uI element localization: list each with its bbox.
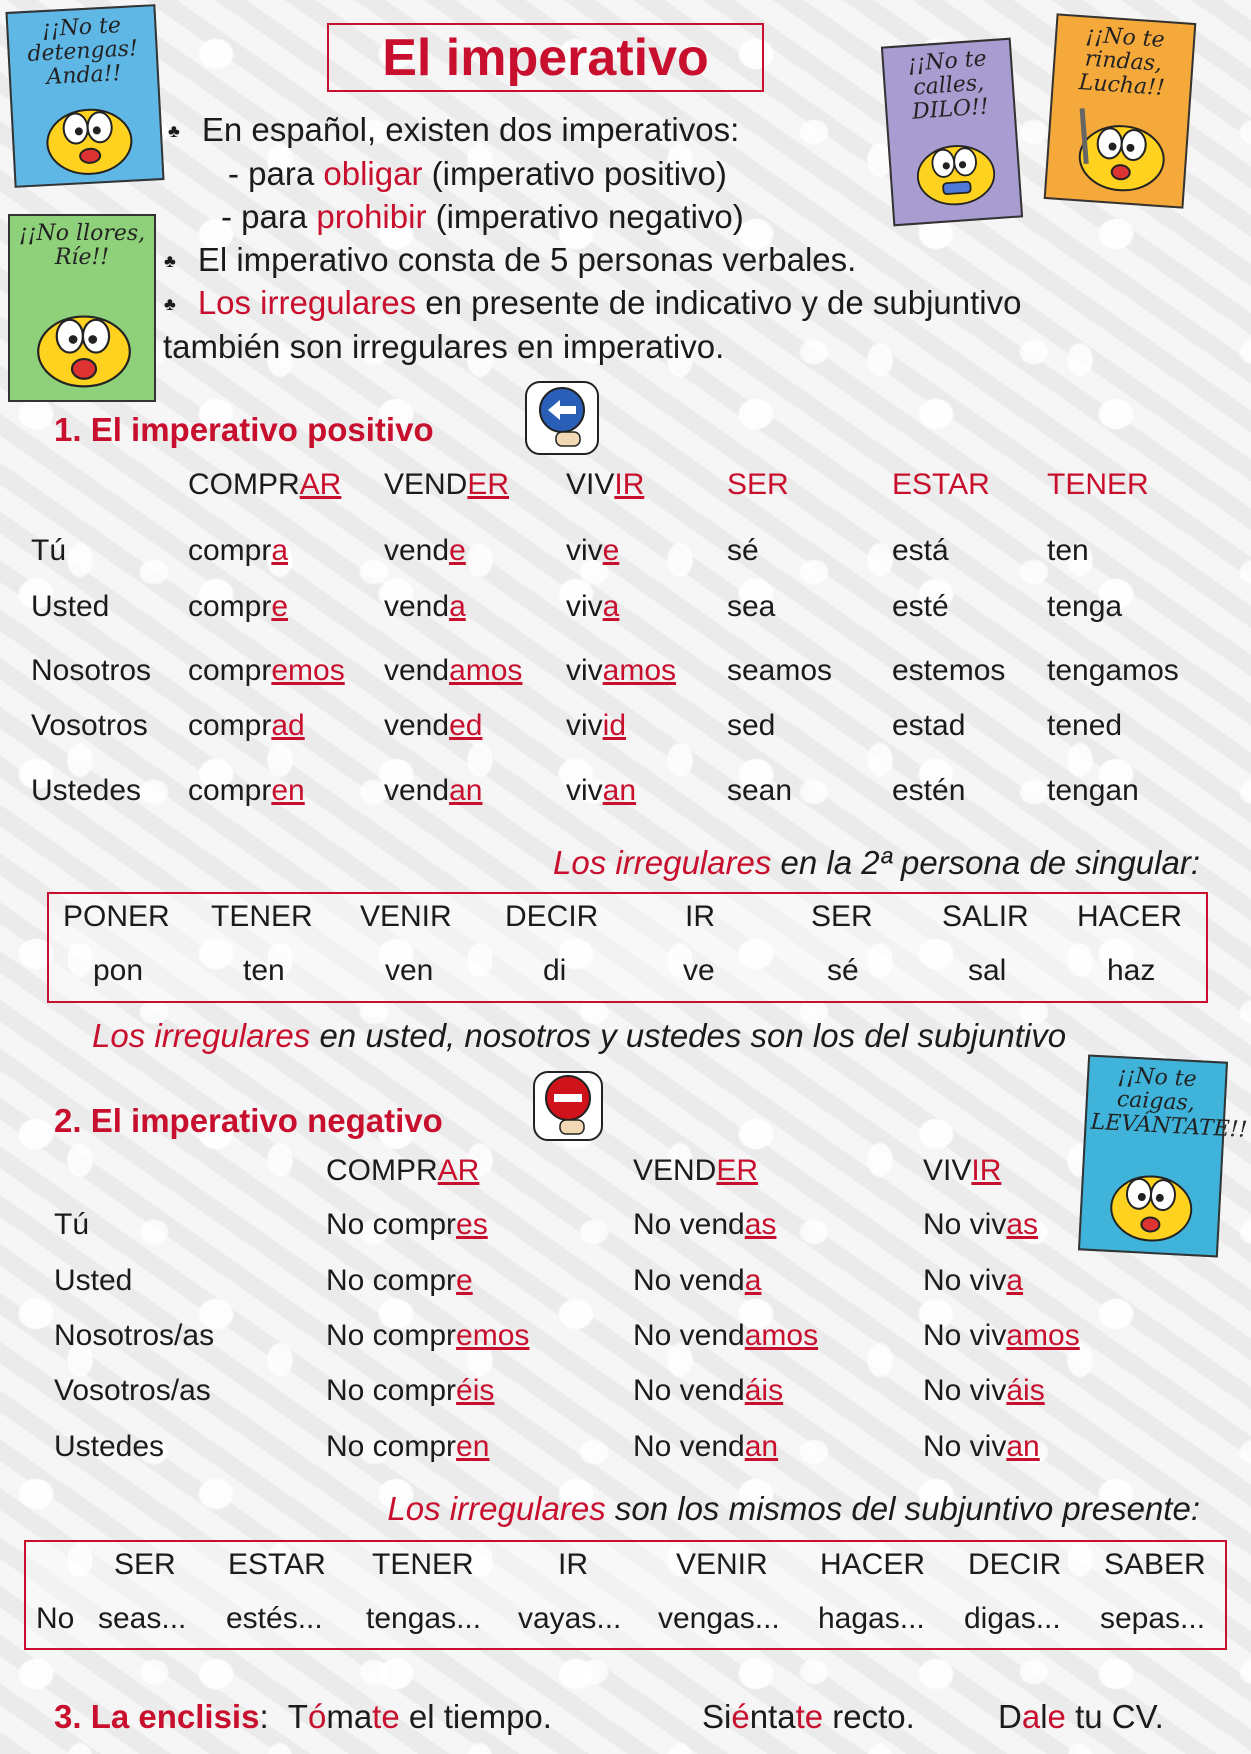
page-title-box xyxy=(327,23,764,92)
header-ser: SER xyxy=(727,468,789,501)
irregular-positive-box xyxy=(47,892,1208,1003)
cartoon-caption: ¡¡No llores, Ríe!! xyxy=(18,221,146,270)
conj-ser: sed xyxy=(727,709,776,742)
conj-estar: esté xyxy=(892,590,949,623)
note-irregular-subjuntivo: Los irregulares en usted, nosotros y ustedes son los del subjuntivo xyxy=(92,1017,1067,1054)
irregular-verb: ESTAR xyxy=(228,1548,326,1581)
neg-conj-vivir: No vivamos xyxy=(923,1319,1080,1352)
conj-ser: sé xyxy=(727,534,759,567)
neg-conj-vivir: No vivan xyxy=(923,1430,1040,1463)
conj-vivir: viva xyxy=(566,590,620,623)
irregular-form: digas... xyxy=(964,1602,1061,1635)
neg-conj-vivir: No vivas xyxy=(923,1208,1039,1241)
intro-line-2: - para obligar (imperativo positivo) xyxy=(228,155,727,192)
header-vender: VENDER xyxy=(384,468,510,501)
conj-vivir: vivid xyxy=(566,709,627,742)
irregular-form: hagas... xyxy=(818,1602,925,1635)
conj-comprar: compren xyxy=(188,774,305,807)
conj-tener: tengan xyxy=(1047,774,1139,807)
neg-header-vivir: VIVIR xyxy=(923,1154,1002,1187)
irregular-verb: VENIR xyxy=(676,1548,768,1581)
irregular-form: ten xyxy=(243,954,285,987)
club-bullet-icon: ♣ xyxy=(168,121,180,141)
irregular-form: tengas... xyxy=(366,1602,482,1635)
neg-conj-vender: No vendas xyxy=(633,1208,777,1241)
neg-conj-vivir: No viváis xyxy=(923,1374,1045,1407)
section-enclisis-title: 3. La enclisis xyxy=(54,1698,260,1735)
enclisis-example-2: Siéntate recto. xyxy=(702,1698,915,1735)
irregular-form: vengas... xyxy=(658,1602,780,1635)
conj-vivir: vivan xyxy=(566,774,637,807)
intro-line-3: - para prohibir (imperativo negativo) xyxy=(221,198,744,235)
header-tener: TENER xyxy=(1047,468,1149,501)
irregular-verb: SALIR xyxy=(942,900,1029,933)
header-vivir: VIVIR xyxy=(566,468,645,501)
cartoon-card-rie xyxy=(8,214,156,402)
conj-vender: vendan xyxy=(384,774,483,807)
conj-ser: sea xyxy=(727,590,776,623)
enclisis-line: 3. La enclisis: Tómate el tiempo. xyxy=(54,1698,552,1735)
cartoon-card-anda xyxy=(5,4,164,188)
conj-comprar: compra xyxy=(188,534,289,567)
conj-ser: seamos xyxy=(727,654,833,687)
conj-vivir: vive xyxy=(566,534,620,567)
note-irregular-negative: Los irregulares son los mismos del subjuntivo presente: xyxy=(387,1490,1200,1527)
person-label: Ustedes xyxy=(31,774,142,807)
intro-line-5: ♣ Los irregulares en presente de indicativo y de subjuntivo xyxy=(164,284,1022,321)
irregular-form: seas... xyxy=(98,1602,187,1635)
irregular-verb: SER xyxy=(114,1548,176,1581)
arrow-sign-icon xyxy=(520,376,604,460)
stop-sign-icon xyxy=(528,1066,608,1146)
conj-tener: tened xyxy=(1047,709,1123,742)
cartoon-caption: ¡¡No te caigas, LEVÁNTATE!! xyxy=(1090,1063,1248,1143)
neg-conj-vender: No vendáis xyxy=(633,1374,784,1407)
irregular-verb: TENER xyxy=(372,1548,474,1581)
irregular-form: di xyxy=(543,954,567,987)
irregular-negative-box xyxy=(24,1540,1227,1650)
conj-tener: ten xyxy=(1047,534,1089,567)
irregular-verb: SABER xyxy=(1104,1548,1206,1581)
conj-comprar: compremos xyxy=(188,654,345,687)
header-estar: ESTAR xyxy=(892,468,990,501)
person-label: Usted xyxy=(31,590,110,623)
header-comprar: COMPRAR xyxy=(188,468,342,501)
cartoon-caption: ¡¡No te calles, DILO!! xyxy=(906,46,990,125)
neg-header-vender: VENDER xyxy=(633,1154,759,1187)
irregular-form: sal xyxy=(968,954,1007,987)
neg-conj-comprar: No compremos xyxy=(326,1319,530,1352)
irregular-verb: SER xyxy=(811,900,873,933)
conj-vender: vended xyxy=(384,709,483,742)
intro-line-1: ♣ En español, existen dos imperativos: xyxy=(168,111,740,148)
intro-line-6: también son irregulares en imperativo. xyxy=(163,328,725,365)
irregular-form: pon xyxy=(93,954,144,987)
cartoon-cat-icon xyxy=(1064,103,1180,200)
person-label: Tú xyxy=(31,534,67,567)
note-irregular-tu: Los irregulares en la 2ª persona de singular: xyxy=(553,844,1200,881)
conj-comprar: compre xyxy=(188,590,289,623)
conj-estar: estén xyxy=(892,774,966,807)
irregular-form: sé xyxy=(827,954,859,987)
person-label: Ustedes xyxy=(54,1430,165,1463)
cartoon-caption: ¡¡No te detengas! Anda!! xyxy=(26,13,139,90)
person-label: Vosotros xyxy=(31,709,148,742)
club-bullet-icon: ♣ xyxy=(164,294,176,314)
irregular-verb: DECIR xyxy=(505,900,599,933)
cartoon-cat-icon xyxy=(32,87,147,183)
neg-conj-vender: No vendamos xyxy=(633,1319,819,1352)
irregular-verb: IR xyxy=(558,1548,588,1581)
irregular-verb: PONER xyxy=(63,900,170,933)
cartoon-cat-icon xyxy=(903,120,1009,217)
person-label: Nosotros/as xyxy=(54,1319,215,1352)
irregular-verb: HACER xyxy=(1077,900,1183,933)
irregular-form: haz xyxy=(1107,954,1156,987)
irregular-form: estés... xyxy=(226,1602,323,1635)
conj-ser: sean xyxy=(727,774,793,807)
cartoon-cat-icon xyxy=(24,296,144,396)
irregular-verb: VENIR xyxy=(360,900,452,933)
irregular-verb: DECIR xyxy=(968,1548,1062,1581)
neg-conj-comprar: No compren xyxy=(326,1430,490,1463)
cartoon-caption: ¡¡No te rindas, Lucha!! xyxy=(1077,22,1166,102)
enclisis-example-3: Dale tu CV. xyxy=(998,1698,1164,1735)
neg-conj-comprar: No compréis xyxy=(326,1374,495,1407)
conj-tener: tenga xyxy=(1047,590,1123,623)
irregular-form: sepas... xyxy=(1100,1602,1206,1635)
cartoon-card-lucha xyxy=(1044,13,1197,208)
no-label: No xyxy=(36,1602,75,1635)
conj-vender: vendamos xyxy=(384,654,523,687)
irregular-form: ven xyxy=(385,954,434,987)
person-label: Usted xyxy=(54,1264,133,1297)
neg-header-comprar: COMPRAR xyxy=(326,1154,480,1187)
neg-conj-comprar: No compre xyxy=(326,1264,473,1297)
neg-conj-comprar: No compres xyxy=(326,1208,488,1241)
conj-estar: estemos xyxy=(892,654,1006,687)
conj-tener: tengamos xyxy=(1047,654,1179,687)
irregular-form: vayas... xyxy=(518,1602,622,1635)
conj-estar: está xyxy=(892,534,949,567)
enclisis-example-1: Tómate el tiempo. xyxy=(287,1698,552,1735)
irregular-verb: TENER xyxy=(211,900,313,933)
conj-comprar: comprad xyxy=(188,709,305,742)
conj-vender: vende xyxy=(384,534,466,567)
conj-vender: venda xyxy=(384,590,466,623)
cartoon-cat-icon xyxy=(1094,1151,1209,1252)
conj-estar: estad xyxy=(892,709,966,742)
person-label: Nosotros xyxy=(31,654,152,687)
conj-vivir: vivamos xyxy=(566,654,677,687)
neg-conj-vender: No vendan xyxy=(633,1430,779,1463)
neg-conj-vivir: No viva xyxy=(923,1264,1024,1297)
person-label: Vosotros/as xyxy=(54,1374,211,1407)
intro-line-4: ♣ El imperativo consta de 5 personas verbales. xyxy=(164,241,857,278)
section-negative-title: 2. El imperativo negativo xyxy=(54,1102,443,1139)
section-positive-title: 1. El imperativo positivo xyxy=(54,411,434,448)
neg-conj-vender: No venda xyxy=(633,1264,762,1297)
irregular-form: ve xyxy=(683,954,715,987)
page-title: El imperativo xyxy=(382,29,709,87)
person-label: Tú xyxy=(54,1208,90,1241)
club-bullet-icon: ♣ xyxy=(164,251,176,271)
cartoon-card-levantate xyxy=(1078,1054,1248,1257)
cartoon-card-dilo xyxy=(881,38,1023,227)
irregular-verb: HACER xyxy=(820,1548,926,1581)
irregular-verb: IR xyxy=(685,900,715,933)
